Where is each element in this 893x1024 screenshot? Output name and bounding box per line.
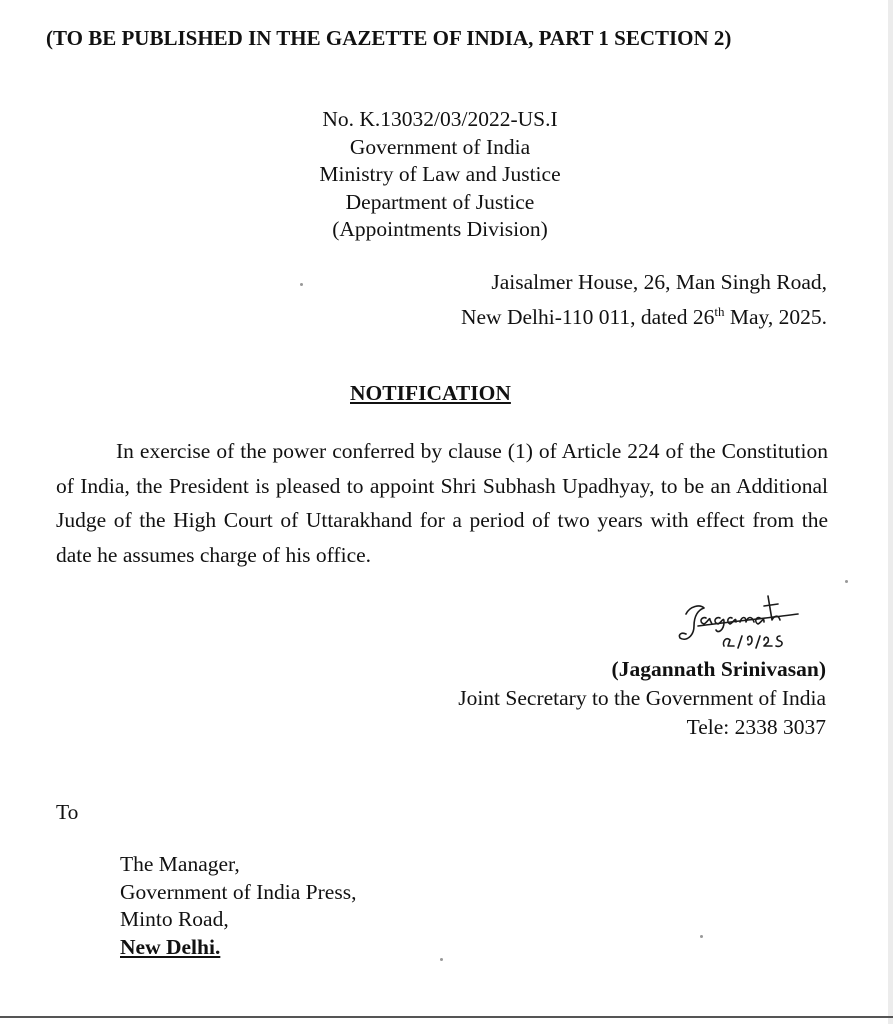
scan-edge: [888, 0, 893, 1024]
to-label: To: [56, 800, 79, 824]
ministry-name: Ministry of Law and Justice: [319, 162, 561, 186]
addressee-block: [120, 851, 356, 961]
addressee-line-3: Minto Road,: [120, 907, 229, 931]
scan-speck: [845, 580, 848, 583]
signatory-designation: Joint Secretary to the Government of India: [458, 686, 826, 710]
address-date-suffix: May, 2025.: [724, 305, 827, 330]
addressee-line-2: Government of India Press,: [120, 879, 357, 904]
notification-title: NOTIFICATION: [350, 381, 511, 405]
date-ordinal-suffix: th: [714, 304, 725, 319]
scan-speck: [700, 935, 703, 938]
notification-body: [56, 434, 828, 572]
signatory-block: [458, 655, 826, 742]
address-line-2: [461, 297, 827, 332]
page-bottom-border: [0, 1016, 893, 1018]
reference-block: [240, 106, 640, 244]
signatory-telephone: Tele: 2338 3037: [686, 715, 826, 739]
address-date-prefix: New Delhi-110 011, dated 26: [460, 305, 715, 330]
government-name: Government of India: [349, 134, 531, 159]
scan-speck: [300, 283, 303, 286]
department-name: Department of Justice: [345, 189, 535, 214]
scan-speck: [440, 958, 443, 961]
address-line-1: Jaisalmer House, 26, Man Singh Road,: [491, 270, 827, 294]
office-address: [461, 268, 827, 332]
division-name: (Appointments Division): [332, 217, 548, 241]
addressee-line-1: The Manager,: [120, 852, 240, 876]
gazette-header: (TO BE PUBLISHED IN THE GAZETTE OF INDIA, PART 1 SECTION 2): [46, 26, 732, 50]
signatory-name: (Jagannath Srinivasan): [611, 657, 826, 681]
notification-body-text: In exercise of the power conferred by clause (1) of Article 224 of the Constitution of India, the President is pleased to appoint Shri Subhash Upadhyay, to be an Additional Judge of the High Court of Uttarakhand for a period of two years with effect from the date he assumes charge of his office.: [56, 439, 828, 567]
addressee-city: New Delhi.: [120, 934, 221, 959]
file-number: No. K.13032/03/2022-US.I: [322, 107, 558, 131]
handwritten-signature: [668, 586, 808, 650]
